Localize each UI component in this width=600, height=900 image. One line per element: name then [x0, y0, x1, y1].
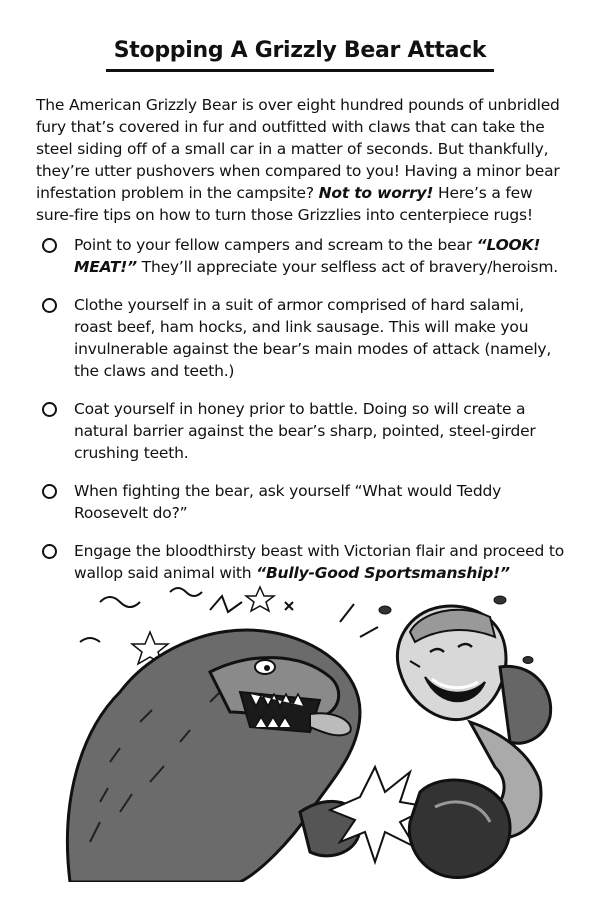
tip-text: Engage the bloodthirsty beast with Victorian flair and proceed to wallop said animal with: [74, 542, 564, 582]
list-item: [36, 480, 566, 524]
tip-text: When fighting the bear, ask yourself “What would Teddy Roosevelt do?”: [74, 482, 502, 522]
bullet-circle-icon: [42, 544, 57, 559]
intro-text-1: The American Grizzly Bear is over eight hundred pounds of unbridled fury that’s covered in fur and outfitted with claws that can take the steel siding off of a small car in a matter of seconds. But thankfully, they’re utter pushovers when compared to you! Having a minor bear infestation problem in the campsite?: [36, 96, 560, 202]
bullet-circle-icon: [42, 484, 57, 499]
boxer-man-icon: [397, 606, 550, 877]
tip-emphasis: “LOOK! MEAT!”: [74, 236, 541, 276]
tips-list: [36, 234, 566, 584]
title-wrap: [0, 38, 600, 72]
intro-text-2: Here’s a few sure-fire tips on how to turn those Grizzlies into centerpiece rugs!: [36, 184, 533, 224]
tip-emphasis: “Bully-Good Sportsmanship!”: [256, 564, 510, 582]
list-item: [36, 294, 566, 382]
grizzly-bear-icon: [67, 630, 360, 882]
bullet-circle-icon: [42, 238, 57, 253]
intro-emphasis: Not to worry!: [318, 184, 434, 202]
intro-paragraph: [36, 94, 566, 226]
tip-text: Point to your fellow campers and scream to the bear: [74, 236, 477, 254]
tip-text: Clothe yourself in a suit of armor comprised of hard salami, roast beef, ham hocks, and link sausage. This will make you invulnerable against the bear’s main modes of attack (namely, the claws and teeth.): [74, 296, 552, 380]
bullet-circle-icon: [42, 298, 57, 313]
list-item: [36, 234, 566, 278]
list-item: [36, 540, 566, 584]
list-item: [36, 398, 566, 464]
bullet-circle-icon: [42, 402, 57, 417]
page-title: Stopping A Grizzly Bear Attack: [106, 38, 495, 72]
tip-text: Coat yourself in honey prior to battle. Doing so will create a natural barrier against the bear’s sharp, pointed, steel-girder crushing teeth.: [74, 400, 536, 462]
bear-fight-illustration: [60, 582, 560, 882]
tip-text-after: They’ll appreciate your selfless act of bravery/heroism.: [136, 258, 558, 276]
